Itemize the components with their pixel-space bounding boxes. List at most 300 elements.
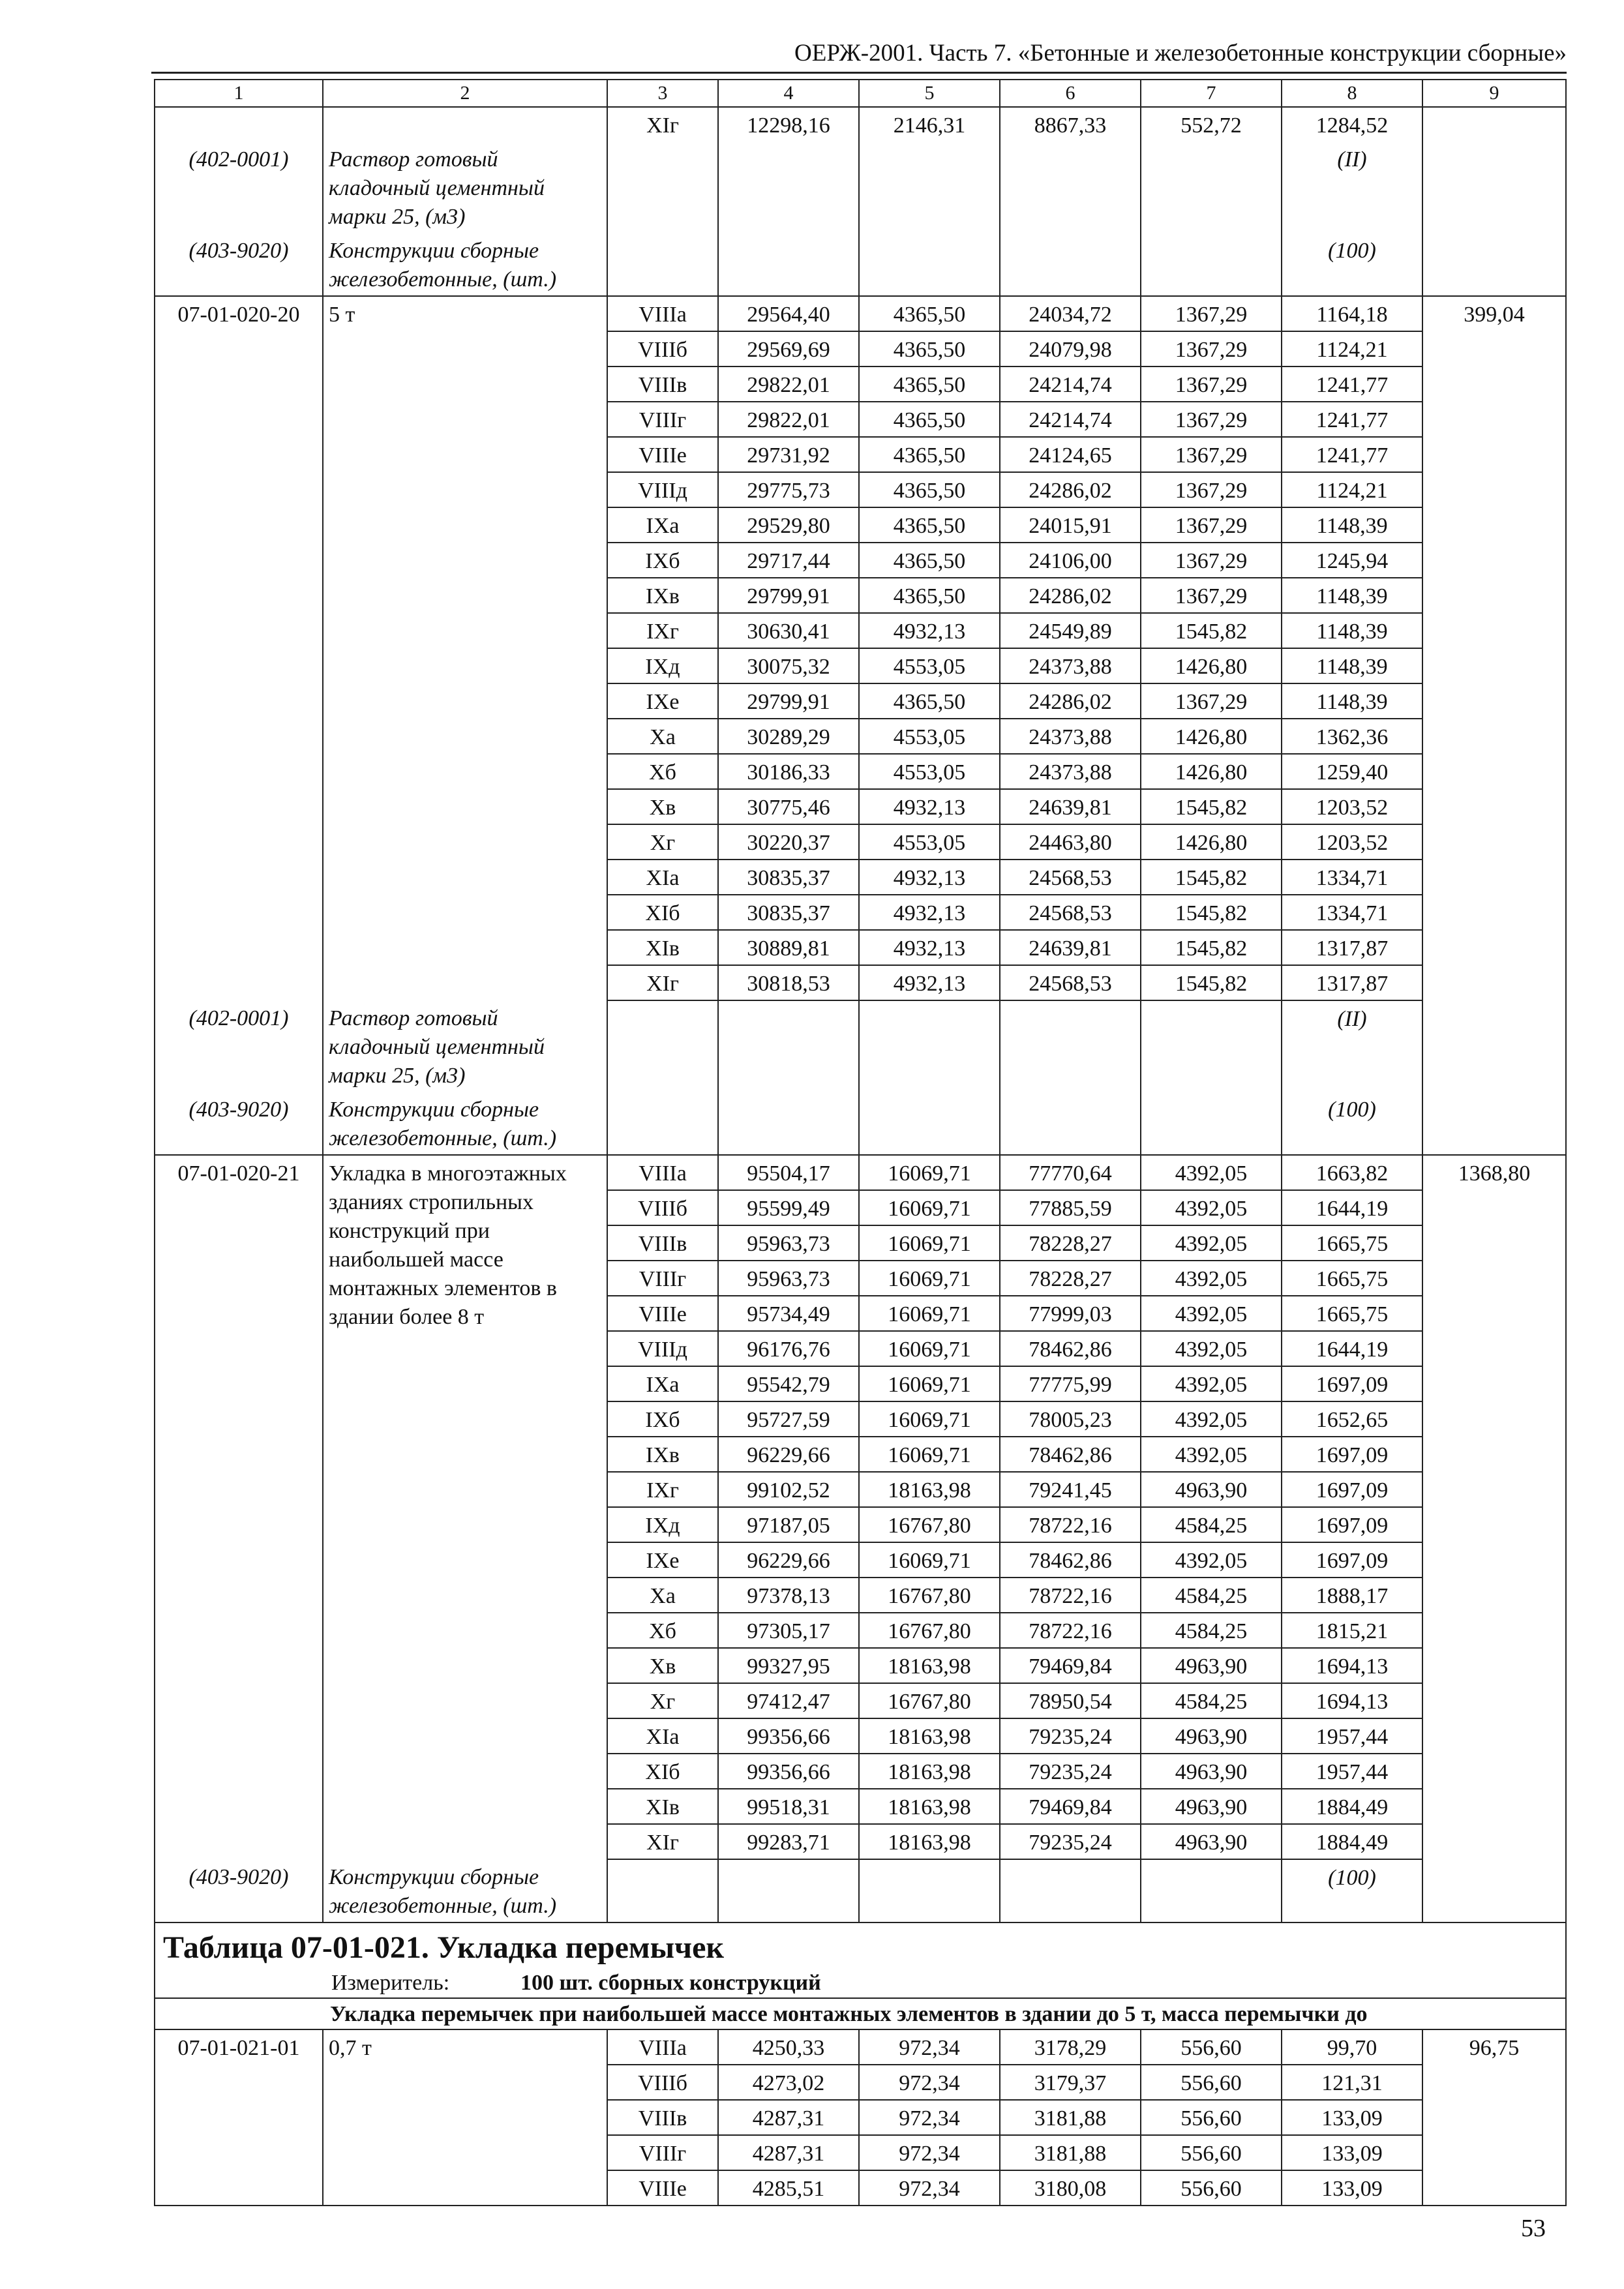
zone-cell: XIв [607,930,718,965]
material-code: (403-9020) [155,1092,323,1155]
machine-cost-cell: 3181,88 [1000,2100,1141,2135]
rate-description: 0,7 т [323,2029,607,2206]
empty-cell [1000,1859,1141,1922]
operator-wages-cell: 1367,29 [1141,437,1282,472]
materials-cost-cell: 1665,75 [1282,1296,1422,1331]
empty-cell [718,1859,859,1922]
direct-cost-cell: 29569,69 [718,331,859,367]
materials-cost-cell: 1241,77 [1282,402,1422,437]
machine-cost-cell: 24639,81 [1000,789,1141,824]
materials-cost-cell: 1241,77 [1282,367,1422,402]
direct-cost-cell: 99356,66 [718,1754,859,1789]
wages-cell: 4932,13 [859,965,1000,1000]
machine-cost-cell: 78005,23 [1000,1401,1141,1437]
wages-cell: 4553,05 [859,754,1000,789]
page-number: 53 [1521,2215,1546,2242]
materials-cost-cell: 1148,39 [1282,613,1422,648]
material-row [155,233,1566,296]
machine-cost-cell: 78722,16 [1000,1578,1141,1613]
total-labor-cell: 1368,80 [1422,1155,1566,1859]
machine-cost-cell: 79241,45 [1000,1472,1141,1507]
zone-cell: XIг [607,107,718,142]
wages-cell: 18163,98 [859,1754,1000,1789]
direct-cost-cell: 29799,91 [718,683,859,719]
machine-cost-cell: 24463,80 [1000,824,1141,860]
operator-wages-cell: 1426,80 [1141,754,1282,789]
column-number: 1 [155,80,323,107]
empty-cell [718,142,859,233]
wages-cell: 4553,05 [859,719,1000,754]
rate-description: Укладка в многоэтажных зданиях стропильных конструкций при наибольшей массе монтажных элементов в здании более 8 т [323,1155,607,1859]
operator-wages-cell: 1545,82 [1141,895,1282,930]
total-labor-cell: 399,04 [1422,296,1566,1000]
machine-cost-cell: 77885,59 [1000,1190,1141,1225]
materials-cost-cell: 133,09 [1282,2135,1422,2170]
machine-cost-cell: 24214,74 [1000,402,1141,437]
wages-cell: 4365,50 [859,296,1000,331]
operator-wages-cell: 1367,29 [1141,296,1282,331]
wages-cell: 16767,80 [859,1683,1000,1718]
empty-cell [607,1000,718,1092]
material-row [155,1092,1566,1155]
empty-cell [607,233,718,296]
material-value: (100) [1282,233,1422,296]
zone-cell: VIIIг [607,402,718,437]
section-heading: Укладка перемычек при наибольшей массе монтажных элементов в здании до 5 т, масса перемычки до [155,1998,1566,2029]
operator-wages-cell: 556,60 [1141,2135,1282,2170]
operator-wages-cell: 1367,29 [1141,507,1282,543]
wages-cell: 16069,71 [859,1542,1000,1578]
wages-cell: 4365,50 [859,543,1000,578]
materials-cost-cell: 121,31 [1282,2065,1422,2100]
operator-wages-cell: 1426,80 [1141,719,1282,754]
wages-cell: 4365,50 [859,402,1000,437]
material-name: Конструкции сборные железобетонные, (шт.) [323,233,607,296]
zone-cell: VIIIв [607,367,718,402]
zone-cell: IXд [607,1507,718,1542]
empty-cell [1141,233,1282,296]
zone-cell: VIIIб [607,331,718,367]
material-code: (402-0001) [155,1000,323,1092]
direct-cost-cell: 4250,33 [718,2029,859,2065]
machine-cost-cell: 78462,86 [1000,1542,1141,1578]
wages-cell: 16069,71 [859,1261,1000,1296]
table-title-row [155,1922,1566,1969]
direct-cost-cell: 29564,40 [718,296,859,331]
direct-cost-cell: 95734,49 [718,1296,859,1331]
wages-cell: 4932,13 [859,930,1000,965]
wages-cell: 16069,71 [859,1366,1000,1401]
operator-wages-cell: 4584,25 [1141,1683,1282,1718]
operator-wages-cell: 552,72 [1141,107,1282,142]
machine-cost-cell: 79235,24 [1000,1718,1141,1754]
material-value: (100) [1282,1092,1422,1155]
empty-cell [1000,142,1141,233]
material-row [155,142,1566,233]
material-value: (II) [1282,1000,1422,1092]
empty-cell [1000,233,1141,296]
direct-cost-cell: 95504,17 [718,1155,859,1190]
direct-cost-cell: 4287,31 [718,2135,859,2170]
zone-cell: Xа [607,719,718,754]
zone-cell: Xг [607,1683,718,1718]
zone-cell: Xб [607,754,718,789]
wages-cell: 16069,71 [859,1155,1000,1190]
empty-cell [1422,142,1566,233]
zone-cell: XIб [607,1754,718,1789]
zone-cell: IXв [607,1437,718,1472]
wages-cell: 16069,71 [859,1296,1000,1331]
zone-cell: IXд [607,648,718,683]
column-number: 6 [1000,80,1141,107]
wages-cell: 16069,71 [859,1331,1000,1366]
direct-cost-cell: 30835,37 [718,895,859,930]
material-code: (403-9020) [155,1859,323,1922]
wages-cell: 2146,31 [859,107,1000,142]
machine-cost-cell: 24124,65 [1000,437,1141,472]
operator-wages-cell: 4392,05 [1141,1190,1282,1225]
zone-cell: IXб [607,543,718,578]
empty-cell [718,1000,859,1092]
materials-cost-cell: 1241,77 [1282,437,1422,472]
wages-cell: 4365,50 [859,472,1000,507]
direct-cost-cell: 29799,91 [718,578,859,613]
direct-cost-cell: 99102,52 [718,1472,859,1507]
materials-cost-cell: 1362,36 [1282,719,1422,754]
wages-cell: 4365,50 [859,331,1000,367]
material-code: (403-9020) [155,233,323,296]
wages-cell: 972,34 [859,2065,1000,2100]
zone-cell: XIг [607,1824,718,1859]
wages-cell: 4932,13 [859,860,1000,895]
zone-cell: Xа [607,1578,718,1613]
direct-cost-cell: 30818,53 [718,965,859,1000]
wages-cell: 972,34 [859,2100,1000,2135]
column-number-row [155,80,1566,107]
zone-cell: VIIIд [607,1331,718,1366]
wages-cell: 4365,50 [859,437,1000,472]
materials-cost-cell: 99,70 [1282,2029,1422,2065]
wages-cell: 16767,80 [859,1613,1000,1648]
operator-wages-cell: 1367,29 [1141,331,1282,367]
data-row [155,1155,1566,1190]
zone-cell: IXб [607,1401,718,1437]
direct-cost-cell: 97305,17 [718,1613,859,1648]
materials-cost-cell: 1665,75 [1282,1225,1422,1261]
materials-cost-cell: 1148,39 [1282,683,1422,719]
section-row [155,1998,1566,2029]
material-name: Раствор готовый кладочный цементный марки 25, (м3) [323,142,607,233]
materials-cost-cell: 1259,40 [1282,754,1422,789]
zone-cell: VIIIд [607,472,718,507]
machine-cost-cell: 24034,72 [1000,296,1141,331]
direct-cost-cell: 30220,37 [718,824,859,860]
direct-cost-cell: 30075,32 [718,648,859,683]
zone-cell: VIIIе [607,1296,718,1331]
direct-cost-cell: 30289,29 [718,719,859,754]
empty-cell [1000,1092,1141,1155]
wages-cell: 4365,50 [859,578,1000,613]
operator-wages-cell: 1545,82 [1141,789,1282,824]
zone-cell: Xб [607,1613,718,1648]
empty-cell [1422,107,1566,142]
machine-cost-cell: 3181,88 [1000,2135,1141,2170]
price-table [154,79,1567,2206]
direct-cost-cell: 99283,71 [718,1824,859,1859]
wages-cell: 4365,50 [859,367,1000,402]
operator-wages-cell: 1545,82 [1141,930,1282,965]
zone-cell: VIIIб [607,1190,718,1225]
operator-wages-cell: 4963,90 [1141,1789,1282,1824]
wages-cell: 18163,98 [859,1789,1000,1824]
operator-wages-cell: 1367,29 [1141,472,1282,507]
materials-cost-cell: 1665,75 [1282,1261,1422,1296]
direct-cost-cell: 95599,49 [718,1190,859,1225]
operator-wages-cell: 1545,82 [1141,613,1282,648]
empty-cell [1141,1859,1282,1922]
materials-cost-cell: 133,09 [1282,2100,1422,2135]
operator-wages-cell: 4963,90 [1141,1718,1282,1754]
wages-cell: 4932,13 [859,895,1000,930]
operator-wages-cell: 4392,05 [1141,1401,1282,1437]
wages-cell: 16069,71 [859,1190,1000,1225]
zone-cell: VIIIг [607,2135,718,2170]
machine-cost-cell: 79235,24 [1000,1824,1141,1859]
operator-wages-cell: 556,60 [1141,2029,1282,2065]
zone-cell: XIб [607,895,718,930]
zone-cell: VIIIа [607,2029,718,2065]
empty-cell [1422,1092,1566,1155]
materials-cost-cell: 1148,39 [1282,648,1422,683]
empty-cell [859,1000,1000,1092]
zone-cell: VIIIе [607,2170,718,2206]
column-number: 3 [607,80,718,107]
materials-cost-cell: 1203,52 [1282,824,1422,860]
materials-cost-cell: 1317,87 [1282,965,1422,1000]
wages-cell: 16767,80 [859,1578,1000,1613]
operator-wages-cell: 556,60 [1141,2170,1282,2206]
column-number: 9 [1422,80,1566,107]
machine-cost-cell: 24568,53 [1000,860,1141,895]
materials-cost-cell: 1697,09 [1282,1507,1422,1542]
machine-cost-cell: 24639,81 [1000,930,1141,965]
machine-cost-cell: 78722,16 [1000,1613,1141,1648]
meter-value: 100 шт. сборных конструкций [520,1971,821,1995]
operator-wages-cell: 4584,25 [1141,1507,1282,1542]
materials-cost-cell: 1697,09 [1282,1366,1422,1401]
wages-cell: 4932,13 [859,789,1000,824]
operator-wages-cell: 1426,80 [1141,824,1282,860]
materials-cost-cell: 1652,65 [1282,1401,1422,1437]
direct-cost-cell: 29822,01 [718,402,859,437]
machine-cost-cell: 24286,02 [1000,578,1141,613]
materials-cost-cell: 1957,44 [1282,1718,1422,1754]
materials-cost-cell: 1124,21 [1282,472,1422,507]
materials-cost-cell: 1164,18 [1282,296,1422,331]
materials-cost-cell: 1203,52 [1282,789,1422,824]
empty-cell [1000,1000,1141,1092]
direct-cost-cell: 30186,33 [718,754,859,789]
operator-wages-cell: 4392,05 [1141,1155,1282,1190]
wages-cell: 4553,05 [859,648,1000,683]
meter-label: Измеритель: [331,1971,450,1995]
zone-cell: IXв [607,578,718,613]
operator-wages-cell: 4392,05 [1141,1366,1282,1401]
wages-cell: 4365,50 [859,683,1000,719]
materials-cost-cell: 1334,71 [1282,895,1422,930]
operator-wages-cell: 556,60 [1141,2100,1282,2135]
direct-cost-cell: 29731,92 [718,437,859,472]
empty-cell [1141,1000,1282,1092]
machine-cost-cell: 24286,02 [1000,683,1141,719]
empty-cell [859,1859,1000,1922]
material-name: Раствор готовый кладочный цементный марки 25, (м3) [323,1000,607,1092]
empty-cell [1422,233,1566,296]
machine-cost-cell: 77999,03 [1000,1296,1141,1331]
column-number: 4 [718,80,859,107]
zone-cell: XIа [607,860,718,895]
direct-cost-cell: 99327,95 [718,1648,859,1683]
materials-cost-cell: 1697,09 [1282,1437,1422,1472]
zone-cell: VIIIв [607,2100,718,2135]
operator-wages-cell: 4392,05 [1141,1437,1282,1472]
running-header: ОЕРЖ-2001. Часть 7. «Бетонные и железобетонные конструкции сборные» [794,40,1567,67]
direct-cost-cell: 4273,02 [718,2065,859,2100]
empty-cell [1422,1859,1566,1922]
column-number: 2 [323,80,607,107]
empty-cell [859,142,1000,233]
operator-wages-cell: 1367,29 [1141,578,1282,613]
machine-cost-cell: 3180,08 [1000,2170,1141,2206]
machine-cost-cell: 79469,84 [1000,1648,1141,1683]
empty-cell [1141,1092,1282,1155]
machine-cost-cell: 24568,53 [1000,895,1141,930]
materials-cost-cell: 1663,82 [1282,1155,1422,1190]
wages-cell: 972,34 [859,2135,1000,2170]
empty-cell [323,107,607,142]
column-number: 7 [1141,80,1282,107]
header-rule [151,72,1567,74]
zone-cell: Xв [607,789,718,824]
materials-cost-cell: 1957,44 [1282,1754,1422,1789]
operator-wages-cell: 4963,90 [1141,1472,1282,1507]
zone-cell: IXг [607,1472,718,1507]
operator-wages-cell: 4584,25 [1141,1578,1282,1613]
machine-cost-cell: 79469,84 [1000,1789,1141,1824]
material-value: (100) [1282,1859,1422,1922]
materials-cost-cell: 1697,09 [1282,1472,1422,1507]
operator-wages-cell: 4392,05 [1141,1296,1282,1331]
machine-cost-cell: 24373,88 [1000,754,1141,789]
machine-cost-cell: 3179,37 [1000,2065,1141,2100]
machine-cost-cell: 3178,29 [1000,2029,1141,2065]
direct-cost-cell: 30835,37 [718,860,859,895]
direct-cost-cell: 4287,31 [718,2100,859,2135]
machine-cost-cell: 77770,64 [1000,1155,1141,1190]
zone-cell: XIа [607,1718,718,1754]
zone-cell: VIIIв [607,1225,718,1261]
machine-cost-cell: 8867,33 [1000,107,1141,142]
direct-cost-cell: 99518,31 [718,1789,859,1824]
operator-wages-cell: 4963,90 [1141,1648,1282,1683]
meter-cell [155,1969,1566,1998]
empty-cell [859,233,1000,296]
machine-cost-cell: 79235,24 [1000,1754,1141,1789]
column-number: 5 [859,80,1000,107]
data-row [155,296,1566,331]
machine-cost-cell: 24106,00 [1000,543,1141,578]
machine-cost-cell: 77775,99 [1000,1366,1141,1401]
direct-cost-cell: 30775,46 [718,789,859,824]
machine-cost-cell: 78228,27 [1000,1225,1141,1261]
rate-description: 5 т [323,296,607,1000]
operator-wages-cell: 4584,25 [1141,1613,1282,1648]
zone-cell: VIIIа [607,296,718,331]
operator-wages-cell: 1367,29 [1141,683,1282,719]
zone-cell: IXе [607,683,718,719]
rate-code: 07-01-020-21 [155,1155,323,1859]
direct-cost-cell: 96229,66 [718,1542,859,1578]
empty-cell [859,1092,1000,1155]
zone-cell: Xв [607,1648,718,1683]
empty-cell [1422,1000,1566,1092]
data-row [155,107,1566,142]
total-labor-cell: 96,75 [1422,2029,1566,2206]
materials-cost-cell: 1888,17 [1282,1578,1422,1613]
machine-cost-cell: 24286,02 [1000,472,1141,507]
operator-wages-cell: 4963,90 [1141,1754,1282,1789]
zone-cell: IXг [607,613,718,648]
table-title: Таблица 07-01-021. Укладка перемычек [155,1922,1566,1969]
empty-cell [718,1092,859,1155]
machine-cost-cell: 24079,98 [1000,331,1141,367]
wages-cell: 16069,71 [859,1437,1000,1472]
operator-wages-cell: 1545,82 [1141,965,1282,1000]
zone-cell: XIв [607,1789,718,1824]
machine-cost-cell: 78462,86 [1000,1437,1141,1472]
operator-wages-cell: 1545,82 [1141,860,1282,895]
machine-cost-cell: 78228,27 [1000,1261,1141,1296]
zone-cell: VIIIг [607,1261,718,1296]
zone-cell: IXа [607,507,718,543]
empty-cell [607,142,718,233]
materials-cost-cell: 1884,49 [1282,1789,1422,1824]
zone-cell: XIг [607,965,718,1000]
wages-cell: 4365,50 [859,507,1000,543]
machine-cost-cell: 24373,88 [1000,648,1141,683]
materials-cost-cell: 1148,39 [1282,578,1422,613]
wages-cell: 972,34 [859,2029,1000,2065]
materials-cost-cell: 1694,13 [1282,1683,1422,1718]
wages-cell: 4553,05 [859,824,1000,860]
direct-cost-cell: 95542,79 [718,1366,859,1401]
direct-cost-cell: 97412,47 [718,1683,859,1718]
direct-cost-cell: 4285,51 [718,2170,859,2206]
materials-cost-cell: 1815,21 [1282,1613,1422,1648]
material-name: Конструкции сборные железобетонные, (шт.) [323,1092,607,1155]
direct-cost-cell: 97187,05 [718,1507,859,1542]
material-value: (II) [1282,142,1422,233]
wages-cell: 18163,98 [859,1472,1000,1507]
wages-cell: 16069,71 [859,1225,1000,1261]
direct-cost-cell: 12298,16 [718,107,859,142]
meter-row [155,1969,1566,1998]
materials-cost-cell: 1884,49 [1282,1824,1422,1859]
empty-cell [718,233,859,296]
data-row [155,2029,1566,2065]
materials-cost-cell: 1148,39 [1282,507,1422,543]
wages-cell: 16069,71 [859,1401,1000,1437]
